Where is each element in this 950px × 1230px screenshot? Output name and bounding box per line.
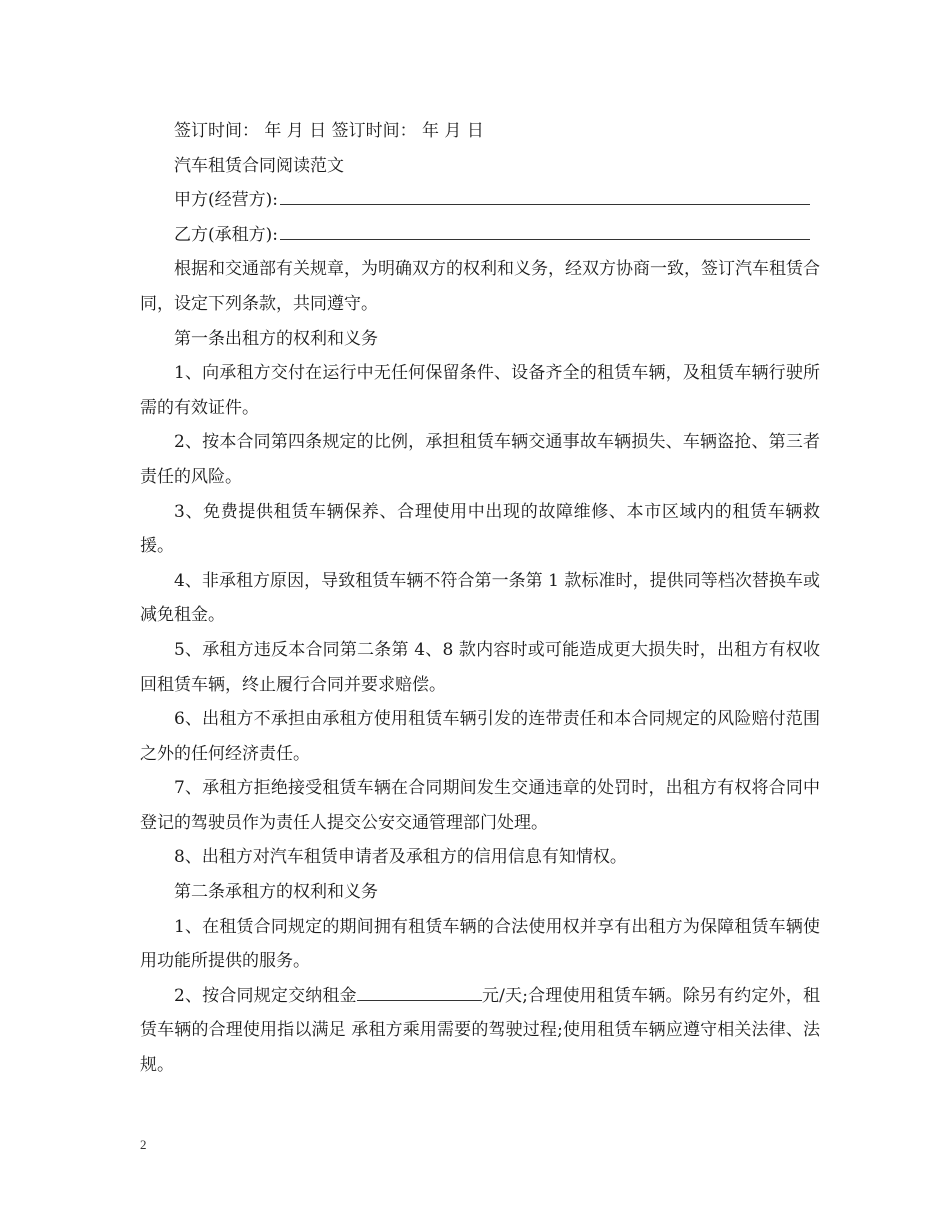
article-1-item: 2、按本合同第四条规定的比例，承担租赁车辆交通事故车辆损失、车辆盗抢、第三者责任的风险。 (140, 432, 820, 487)
article-1-item: 5、承租方违反本合同第二条第 4、8 款内容时或可能造成更大损失时，出租方有权收回租赁车辆，终止履行合同并要求赔偿。 (140, 639, 820, 695)
rent-text-before: 2、按合同规定交纳租金 (174, 985, 357, 1006)
party-b-label: 乙方(承租方): (174, 224, 278, 245)
article-1-item: 7、承租方拒绝接受租赁车辆在合同期间发生交通违章的处罚时，出租方有权将合同中登记的驾驶员作为责任人提交公安交通管理部门处理。 (140, 778, 820, 833)
party-a-row (140, 183, 820, 218)
party-a-fill-line (280, 186, 810, 205)
article-2-title: 第二条承租方的权利和义务 (174, 882, 378, 903)
article-1-item: 4、非承租方原因，导致租赁车辆不符合第一条第 1 款标准时，提供同等档次替换车或减免租金。 (140, 570, 820, 626)
rent-text-after: 元/天;合理使用租赁车辆。除另有约定外，租赁车辆的合理使用指以满足 承租方乘用需要的驾驶过程;使用租赁车辆应遵守相关法律、法规。 (140, 985, 820, 1076)
article-1-title: 第一条出租方的权利和义务 (174, 328, 378, 349)
document-title: 汽车租赁合同阅读范文 (174, 155, 344, 176)
article-2-item: 1、在租赁合同规定的期间拥有租赁车辆的合法使用权并享有出租方为保障租赁车辆使用功能所提供的服务。 (140, 916, 820, 972)
intro-paragraph: 根据和交通部有关规章，为明确双方的权利和义务，经双方协商一致，签订汽车租赁合同，设定下列条款，共同遵守。 (140, 259, 820, 314)
signing-date-line: 签订时间： 年 月 日 签订时间： 年 月 日 (174, 121, 484, 141)
article-1-item: 8、出租方对汽车租赁申请者及承租方的信用信息有知情权。 (174, 847, 627, 868)
article-1-item: 3、免费提供租赁车辆保养、合理使用中出现的故障维修、本市区域内的租赁车辆救援。 (140, 501, 820, 557)
party-b-fill-line (280, 221, 810, 240)
article-2-item-rent (140, 979, 820, 1083)
document-body (140, 114, 820, 1083)
rent-amount-blank (357, 982, 482, 1001)
article-1-item: 1、向承租方交付在运行中无任何保留条件、设备齐全的租赁车辆，及租赁车辆行驶所需的有效证件。 (140, 363, 820, 418)
article-1-item: 6、出租方不承担由承租方使用租赁车辆引发的连带责任和本合同规定的风险赔付范围之外的任何经济责任。 (140, 709, 820, 764)
page-number: 2 (140, 1137, 147, 1152)
party-b-row (140, 218, 820, 253)
party-a-label: 甲方(经营方): (174, 190, 278, 211)
